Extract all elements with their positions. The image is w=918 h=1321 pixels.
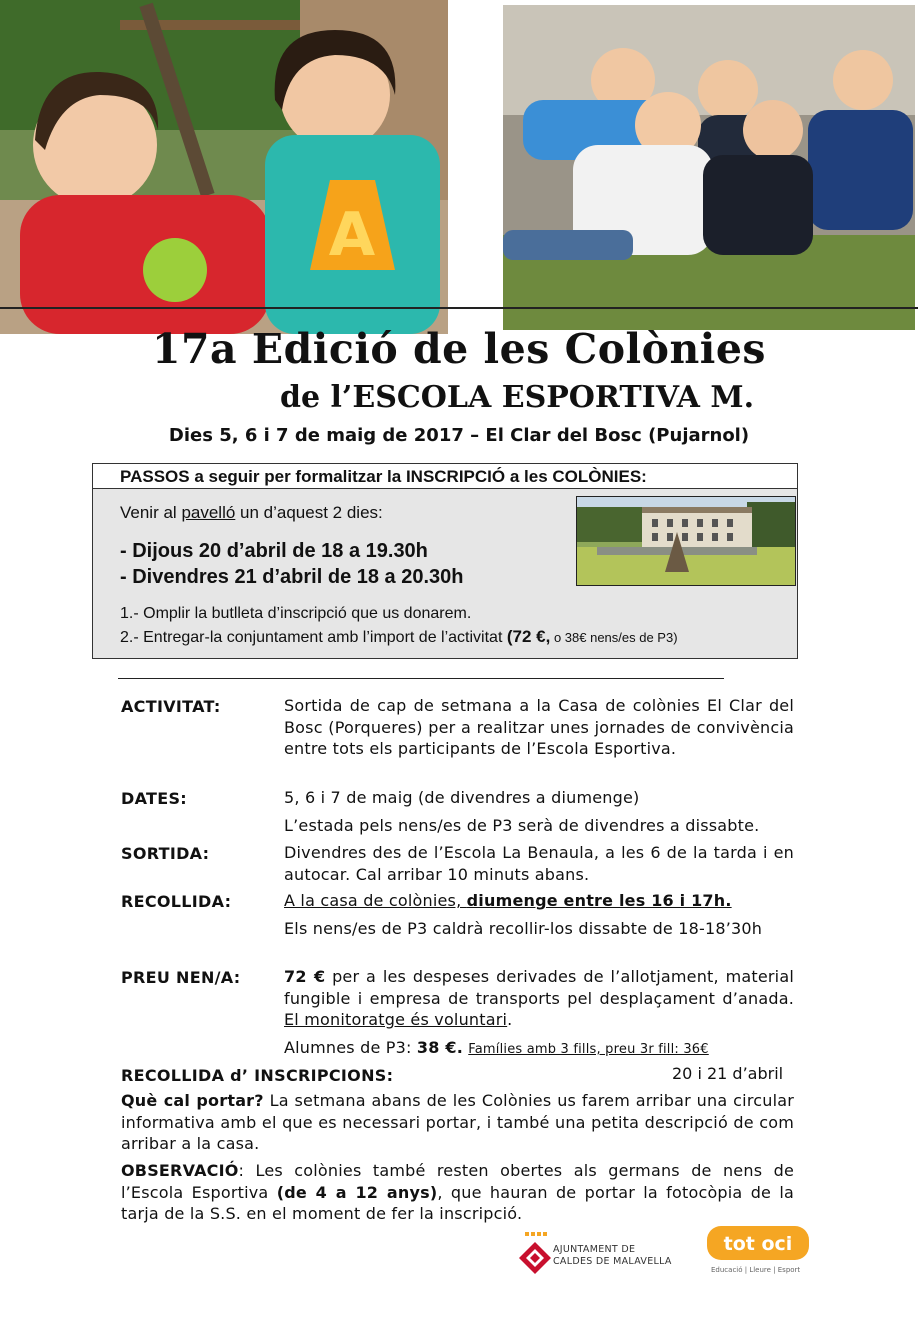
dates-text: 5, 6 i 7 de maig (de divendres a diumenge)	[284, 788, 640, 807]
tot-oci-tagline: Educació | Lleure | Esport	[711, 1266, 801, 1274]
registration-day-1: - Dijous 20 d’abril de 18 a 19.30h	[120, 540, 428, 562]
photo-casa-colonies	[576, 496, 796, 586]
dates-p3-text: L’estada pels nens/es de P3 serà de divendres a dissabte.	[284, 816, 760, 835]
step-2: 2.- Entregar-la conjuntament amb l’import de l’activitat (72 €, o 38€ nens/es de P3)	[120, 627, 678, 646]
observacio: OBSERVACIÓ: Les colònies també resten obertes als germans de nens de l’Escola Esportiva (de 4 a 12 anys), que hauran de portar la fotocòpia de la tarja de la S.S. en el moment de fer la inscripció.	[121, 1161, 795, 1223]
header-divider	[0, 307, 918, 309]
step-1: 1.- Omplir la butlleta d’inscripció que us donarem.	[120, 605, 472, 622]
recollida-text: A la casa de colònies, diumenge entre les 16 i 17h.	[284, 891, 732, 910]
venir-text: Venir al pavelló un d’aquest 2 dies:	[120, 503, 383, 522]
preu-label: PREU NEN/A:	[121, 968, 241, 987]
photo-kids-left	[0, 0, 448, 334]
sortida-text: Divendres des de l’Escola La Benaula, a les 6 de la tarda i en autocar. Cal arribar 10 minuts abans.	[284, 843, 794, 884]
preu-p3-text: Alumnes de P3: 38 €. Famílies amb 3 fills, preu 3r fill: 36€	[284, 1038, 709, 1057]
dates-label: DATES:	[121, 789, 187, 808]
registration-day-2: - Divendres 21 d’abril de 18 a 20.30h	[120, 566, 464, 588]
que-cal-portar: Què cal portar? La setmana abans de les Colònies us farem arribar una circular informativa amb el que es necessari portar, i també una petita descripció de com arribar a la casa.	[121, 1091, 795, 1153]
event-dates-location: Dies 5, 6 i 7 de maig de 2017 – El Clar del Bosc (Pujarnol)	[168, 425, 750, 446]
main-subtitle: de l’ESCOLA ESPORTIVA M.	[280, 380, 755, 415]
svg-text:A: A	[328, 200, 376, 270]
section-divider	[118, 678, 724, 679]
recollida-label: RECOLLIDA:	[121, 892, 232, 911]
activitat-text: Sortida de cap de setmana a la Casa de colònies El Clar del Bosc (Porqueres) per a realitzar unes jornades de convivència entre tots els participants de l’Escola Esportiva.	[284, 696, 794, 758]
pavello-link: pavelló	[181, 503, 236, 522]
activitat-label: ACTIVITAT:	[121, 697, 221, 716]
svg-text:tot oci: tot oci	[723, 1233, 793, 1255]
preu-text: 72 € per a les despeses derivades de l’allotjament, material fungible i empresa de transports pel desplaçament d’anada. El monitoratge és voluntari.	[284, 967, 794, 1029]
recollida-p3-text: Els nens/es de P3 caldrà recollir-los dissabte de 18-18’30h	[284, 919, 763, 938]
sortida-label: SORTIDA:	[121, 844, 210, 863]
inscripcions-dates: 20 i 21 d’abril	[672, 1064, 784, 1083]
ajuntament-name: AJUNTAMENT DE CALDES DE MALAVELLA	[553, 1244, 672, 1267]
tot-oci-logo	[706, 1225, 810, 1261]
photo-kids-right	[503, 5, 915, 330]
steps-header: PASSOS a seguir per formalitzar la INSCRIPCIÓ a les COLÒNIES:	[92, 463, 798, 489]
inscripcions-label: RECOLLIDA d’ INSCRIPCIONS:	[121, 1066, 394, 1085]
main-title: 17a Edició de les Colònies	[151, 325, 767, 373]
